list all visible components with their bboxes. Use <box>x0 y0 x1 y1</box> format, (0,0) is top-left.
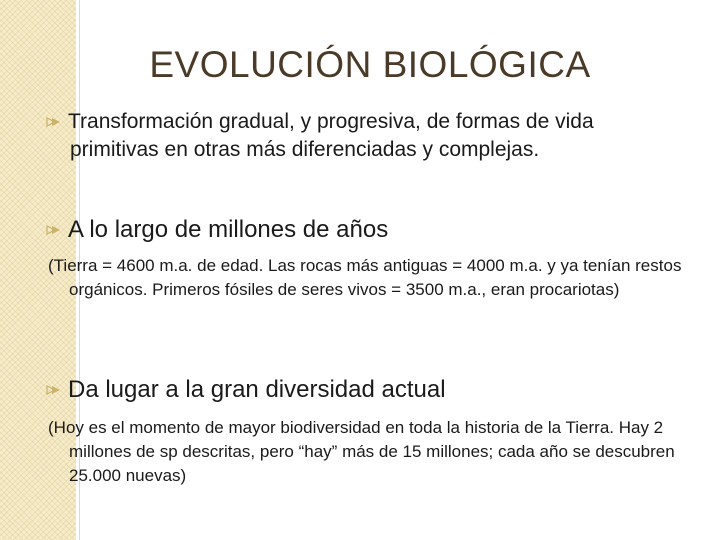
bullet-item-2 <box>46 216 388 244</box>
bullet-2-text: A lo largo de millones de años <box>68 216 389 243</box>
paragraph-earth-age: (Tierra = 4600 m.a. de edad. Las rocas más antiguas = 4000 m.a. y ya tenían restos orgánicos. Primeros fósiles de seres vivos = 3500 m.a., eran procariotas) <box>48 256 682 299</box>
bullet-3-text: Da lugar a la gran diversidad actual <box>68 376 446 403</box>
paragraph-biodiversity: (Hoy es el momento de mayor biodiversidad en toda la historia de la Tierra. Hay 2 millones de sp descritas, pero “hay” más de 15 millones; cada año se descubren 25.000 nuevas) <box>48 418 675 485</box>
bullet-arrow-icon <box>46 224 62 236</box>
bullet-1-line-2: primitivas en otras más diferenciadas y complejas. <box>70 138 540 161</box>
bullet-item-1 <box>46 108 708 164</box>
bullet-arrow-icon <box>46 384 62 396</box>
bullet-arrow-icon <box>46 116 62 128</box>
slide-title: EVOLUCIÓN BIOLÓGICA <box>149 44 591 85</box>
bullet-1-line-1: Transformación gradual, y progresiva, de formas de vida <box>68 110 594 133</box>
bullet-item-3 <box>46 376 446 404</box>
